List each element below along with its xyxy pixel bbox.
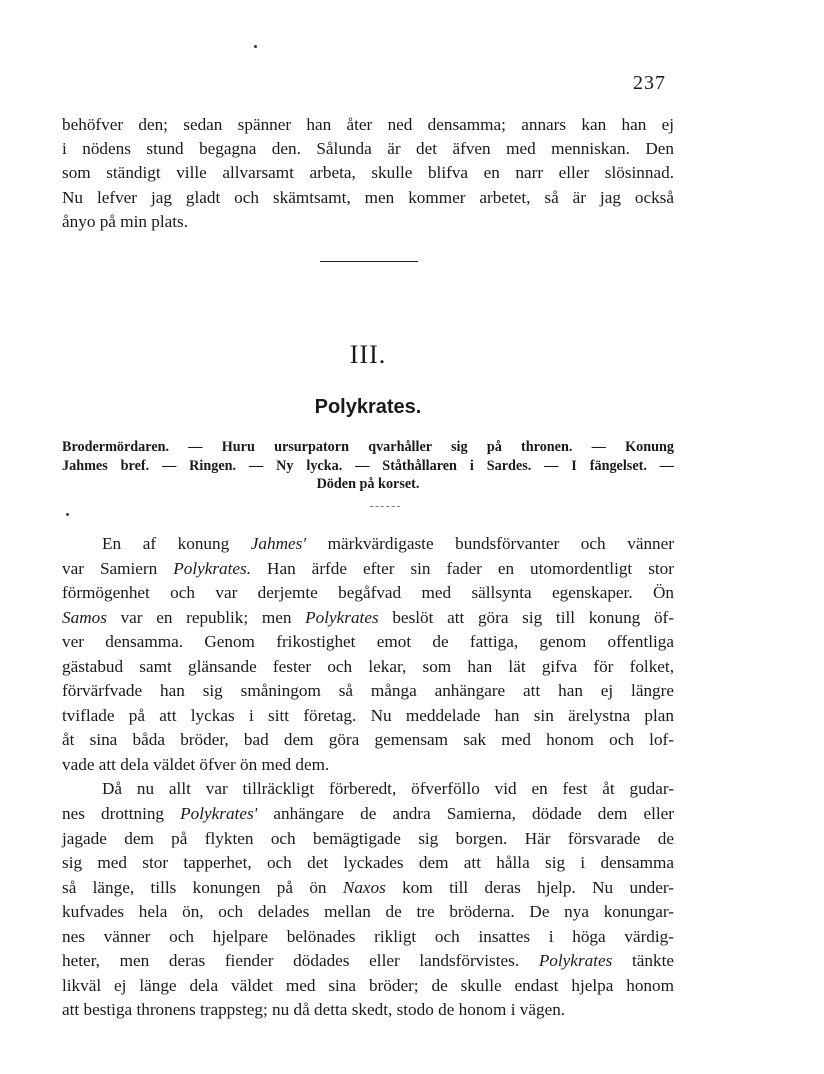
text-line bbox=[62, 876, 674, 901]
text-segment: att bestiga thronens trappsteg; nu då detta skedt, stodo de honom i vägen. bbox=[62, 1000, 566, 1020]
text-segment: förvärfvade han sig småningom så många anhängare att han ej längre bbox=[62, 681, 674, 701]
text-line bbox=[62, 557, 674, 582]
text-line bbox=[62, 532, 674, 557]
text-segment: åt sina båda bröder, bad dem göra gemensam sak med honom och lof- bbox=[62, 730, 674, 750]
text-line: behöfver den; sedan spänner han åter ned densamma; annars kan han ej bbox=[62, 115, 674, 134]
italic-name: Jahmes' bbox=[250, 534, 307, 553]
text-segment: En af konung bbox=[102, 534, 251, 553]
text-segment: Då nu allt var tillräckligt förberedt, öfverföllo vid en fest åt gudar- bbox=[102, 779, 674, 799]
italic-name: Polykrates' bbox=[180, 804, 258, 824]
text-line bbox=[62, 802, 674, 827]
text-segment: likväl ej länge dela väldet med sina bröder; de skulle endast hjelpa honom bbox=[62, 975, 674, 995]
text-segment: tviflade på att lyckas i sitt företag. Nu meddelade han sin ärelystna plan bbox=[62, 705, 674, 725]
text-line: som ständigt ville allvarsamt arbeta, skulle blifva en narr eller slösinnad. bbox=[62, 163, 674, 183]
text-segment: jagade dem på flykten och bemägtigade sig borgen. Här försvarade de bbox=[62, 828, 674, 848]
text-segment: nes vänner och hjelpare belönades rikligt och insattes i höga värdig- bbox=[62, 926, 674, 946]
text-segment: anhängare de andra Samierna, dödade dem eller bbox=[257, 804, 674, 824]
text-line bbox=[62, 728, 674, 753]
chapter-number: III. bbox=[349, 340, 387, 369]
text-line bbox=[62, 655, 674, 680]
text-segment: gästabud samt glänsande fester och lekar, som han lät gifva för folket, bbox=[62, 656, 674, 676]
text-segment: tänkte bbox=[612, 951, 674, 971]
chapter-synopsis bbox=[62, 438, 674, 494]
text-segment: var Samiern bbox=[62, 558, 174, 578]
text-segment: kufvades hela ön, och delades mellan de tre bröderna. De nya konungar- bbox=[62, 902, 674, 922]
chapter-body bbox=[62, 532, 674, 1023]
book-page bbox=[62, 0, 674, 1074]
italic-name: Naxos bbox=[342, 877, 386, 897]
text-line bbox=[62, 581, 674, 606]
text-segment: Han ärfde efter sin fader en utomordentligt stor bbox=[251, 558, 674, 578]
text-line bbox=[62, 949, 674, 974]
text-line bbox=[62, 606, 674, 631]
text-line bbox=[62, 851, 674, 876]
synopsis-line: Brodermördaren. — Huru ursurpatorn qvarhåller sig på thronen. — Konung bbox=[62, 439, 674, 455]
italic-name: Polykrates bbox=[305, 607, 379, 627]
text-line bbox=[62, 827, 674, 852]
text-line bbox=[62, 679, 674, 704]
text-segment: märkvärdigaste bundsförvanter och vänner bbox=[306, 534, 674, 553]
text-line bbox=[62, 998, 674, 1023]
text-line bbox=[62, 925, 674, 950]
synopsis-line: Jahmes bref. — Ringen. — Ny lycka. — Ståthållaren i Sardes. — I fängelset. — bbox=[62, 457, 674, 474]
synopsis-divider bbox=[370, 506, 400, 507]
ink-speck bbox=[254, 45, 257, 48]
italic-name: Samos bbox=[62, 607, 107, 627]
text-line: Nu lefver jag gladt och skämtsamt, men kommer arbetet, så är jag också bbox=[62, 187, 674, 207]
text-line bbox=[62, 900, 674, 925]
italic-name: Polykrates bbox=[538, 951, 613, 971]
continuation-paragraph bbox=[62, 113, 674, 234]
text-segment: nes drottning bbox=[62, 804, 181, 824]
text-line bbox=[62, 704, 674, 729]
text-line bbox=[62, 974, 674, 999]
text-segment: ver densamma. Genom frikostighet emot de fattiga, genom offentliga bbox=[62, 632, 674, 652]
section-divider bbox=[320, 261, 418, 262]
chapter-title: Polykrates. bbox=[314, 396, 422, 418]
text-line: i nödens stund begagna den. Sålunda är det äfven med menniskan. Den bbox=[62, 139, 674, 159]
text-segment: beslöt att göra sig till konung öf- bbox=[378, 607, 674, 627]
page-number: 237 bbox=[633, 72, 666, 94]
italic-name: Polykrates. bbox=[173, 558, 252, 578]
text-segment: heter, men deras fiender dödades eller landsförvistes. bbox=[62, 951, 539, 971]
ink-speck bbox=[66, 513, 69, 516]
text-segment: så länge, tills konungen på ön bbox=[62, 877, 343, 897]
text-segment: kom till deras hjelp. Nu under- bbox=[385, 877, 674, 897]
text-line bbox=[62, 753, 674, 778]
text-line bbox=[62, 777, 674, 802]
body-paragraph bbox=[62, 532, 674, 777]
synopsis-line: Döden på korset. bbox=[316, 476, 420, 492]
text-segment: förmögenhet och var derjemte begåfvad med sällsynta egenskaper. Ön bbox=[62, 583, 674, 603]
text-segment: vade att dela väldet öfver ön med dem. bbox=[62, 754, 330, 774]
text-segment: sig med stor tapperhet, och det lyckades dem att hålla sig i densamma bbox=[62, 853, 674, 873]
text-line bbox=[62, 630, 674, 655]
body-paragraph bbox=[62, 777, 674, 1022]
text-line: ånyo på min plats. bbox=[62, 211, 189, 231]
text-segment: var en republik; men bbox=[106, 607, 306, 627]
